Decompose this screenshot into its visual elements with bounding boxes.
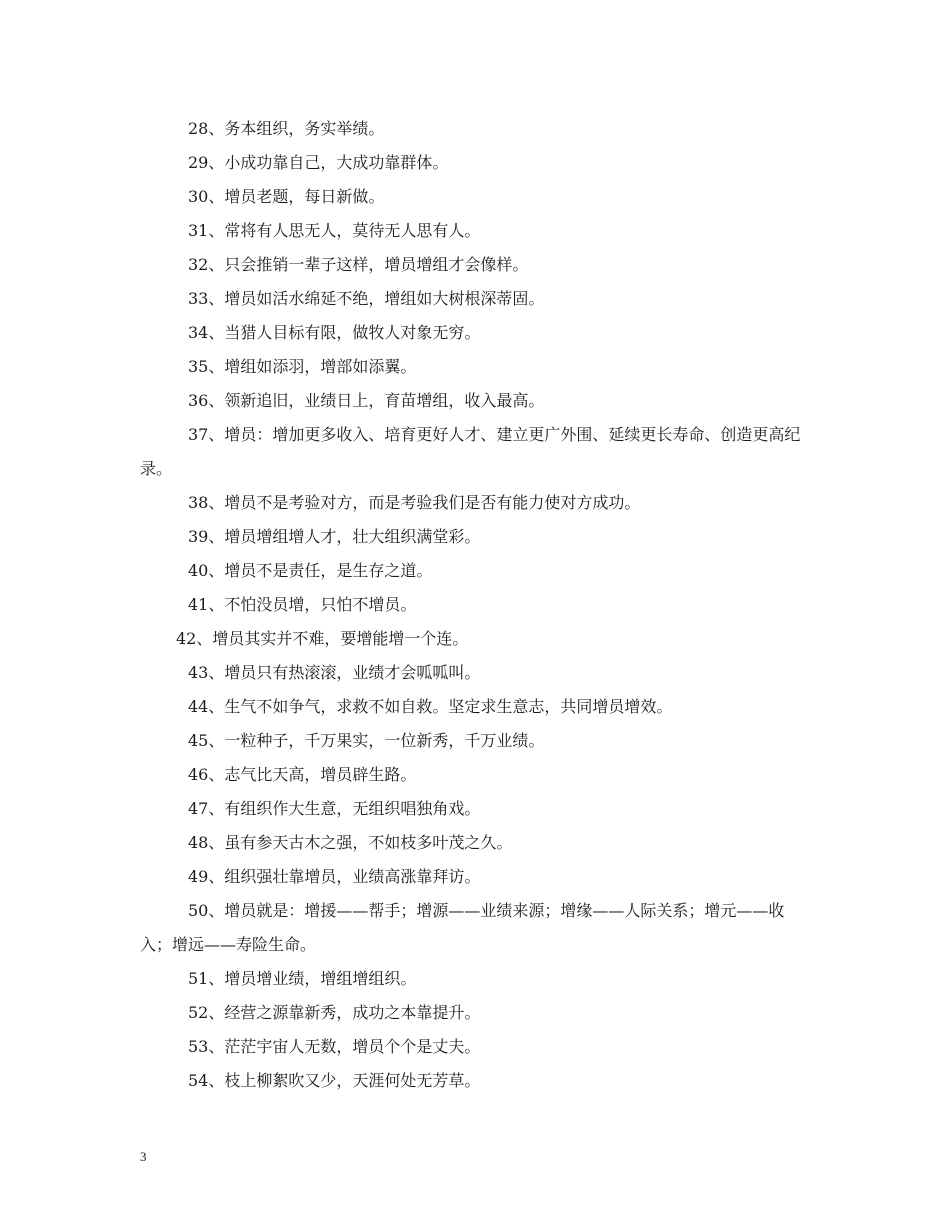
page-body bbox=[140, 112, 812, 1098]
paragraph-37: 37、增员：增加更多收入、培育更好人才、建立更广外围、延续更长寿命、创造更高纪录。 bbox=[140, 425, 801, 478]
paragraph-28: 28、务本组织，务实举绩。 bbox=[188, 119, 385, 138]
paragraph-31: 31、常将有人思无人，莫待无人思有人。 bbox=[188, 221, 481, 240]
paragraph-30: 30、增员老题，每日新做。 bbox=[188, 187, 385, 206]
paragraph-43: 43、增员只有热滚滚，业绩才会呱呱叫。 bbox=[188, 663, 481, 682]
paragraph-34: 34、当猎人目标有限，做牧人对象无穷。 bbox=[188, 323, 481, 342]
paragraph-45: 45、一粒种子，千万果实，一位新秀，千万业绩。 bbox=[188, 731, 545, 750]
paragraph-44: 44、生气不如争气，求救不如自救。坚定求生意志，共同增员增效。 bbox=[188, 697, 673, 716]
paragraph-51: 51、增员增业绩，增组增组织。 bbox=[188, 969, 417, 988]
paragraph-36: 36、领新追旧，业绩日上，育苗增组，收入最高。 bbox=[188, 391, 545, 410]
paragraph-33: 33、增员如活水绵延不绝，增组如大树根深蒂固。 bbox=[188, 289, 545, 308]
paragraph-41: 41、不怕没员增，只怕不增员。 bbox=[188, 595, 417, 614]
paragraph-46: 46、志气比天高，增员辟生路。 bbox=[188, 765, 417, 784]
paragraph-32: 32、只会推销一辈子这样，增员增组才会像样。 bbox=[188, 255, 529, 274]
paragraph-53: 53、茫茫宇宙人无数，增员个个是丈夫。 bbox=[188, 1037, 481, 1056]
paragraph-35: 35、增组如添羽，增部如添翼。 bbox=[188, 357, 417, 376]
paragraph-52: 52、经营之源靠新秀，成功之本靠提升。 bbox=[188, 1003, 481, 1022]
paragraph-40: 40、增员不是责任，是生存之道。 bbox=[188, 561, 433, 580]
paragraph-54: 54、枝上柳絮吹又少，天涯何处无芳草。 bbox=[188, 1071, 481, 1090]
paragraph-50: 50、增员就是：增援——帮手；增源——业绩来源；增缘——人际关系；增元——收入；增远——寿险生命。 bbox=[140, 901, 785, 954]
page-number: 3 bbox=[140, 1149, 147, 1164]
paragraph-39: 39、增员增组增人才，壮大组织满堂彩。 bbox=[188, 527, 481, 546]
paragraph-29: 29、小成功靠自己，大成功靠群体。 bbox=[188, 153, 449, 172]
paragraph-38: 38、增员不是考验对方，而是考验我们是否有能力使对方成功。 bbox=[188, 493, 641, 512]
paragraph-49: 49、组织强壮靠增员，业绩高涨靠拜访。 bbox=[188, 867, 481, 886]
paragraph-48: 48、虽有参天古木之强，不如枝多叶茂之久。 bbox=[188, 833, 513, 852]
paragraph-42: 42、增员其实并不难，要增能增一个连。 bbox=[176, 629, 469, 648]
paragraph-47: 47、有组织作大生意，无组织唱独角戏。 bbox=[188, 799, 481, 818]
